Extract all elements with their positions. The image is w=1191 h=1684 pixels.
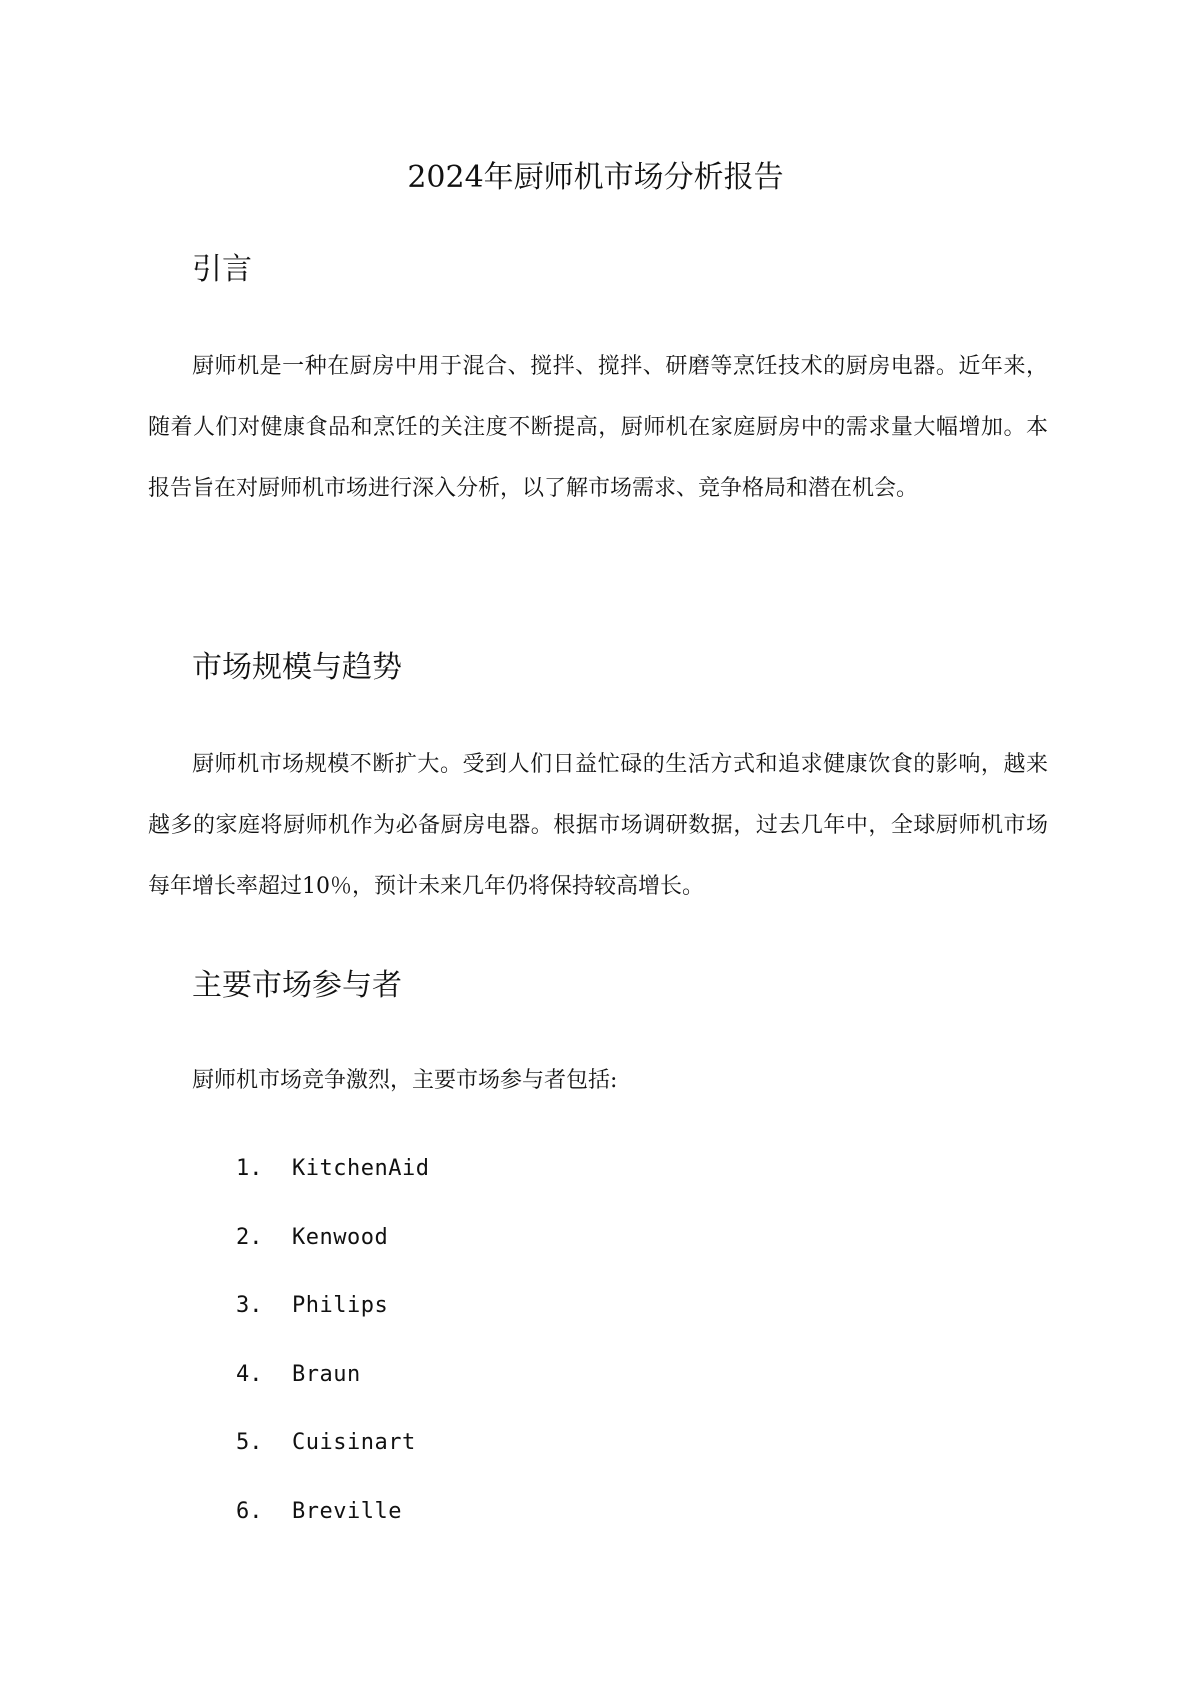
list-item-label: KitchenAid bbox=[292, 1156, 430, 1181]
section-heading-market-players: 主要市场参与者 bbox=[192, 968, 402, 1003]
section-heading-market-size: 市场规模与趋势 bbox=[192, 650, 402, 685]
list-item-number: 1. bbox=[236, 1156, 263, 1181]
list-item-label: Philips bbox=[292, 1293, 389, 1318]
document-title: 2024年厨师机市场分析报告 bbox=[407, 160, 784, 195]
list-item-number: 5. bbox=[236, 1430, 263, 1455]
list-item bbox=[236, 1291, 429, 1360]
list-item-label: Kenwood bbox=[292, 1224, 389, 1250]
list-item bbox=[236, 1497, 429, 1566]
list-item-label: Breville bbox=[292, 1498, 402, 1524]
list-item bbox=[236, 1154, 429, 1223]
list-item bbox=[236, 1360, 429, 1429]
introduction-paragraph: 厨师机是一种在厨房中用于混合、搅拌、搅拌、研磨等烹饪技术的厨房电器。近年来，随着人们对健康食品和烹饪的关注度不断提高，厨师机在家庭厨房中的需求量大幅增加。本报告旨在对厨师机市场进行深入分析，以了解市场需求、竞争格局和潜在机会。 bbox=[148, 354, 1048, 501]
list-item bbox=[236, 1428, 429, 1497]
list-item-number: 2. bbox=[236, 1224, 263, 1250]
list-item-number: 6. bbox=[236, 1498, 263, 1524]
market-size-paragraph: 厨师机市场规模不断扩大。受到人们日益忙碌的生活方式和追求健康饮食的影响，越来越多的家庭将厨师机作为必备厨房电器。根据市场调研数据，过去几年中，全球厨师机市场每年增长率超过10％，预计未来几年仍将保持较高增长。 bbox=[148, 752, 1048, 899]
market-players-list bbox=[236, 1154, 429, 1565]
list-item-label: Braun bbox=[292, 1361, 361, 1387]
section-heading-introduction: 引言 bbox=[192, 252, 252, 287]
list-item-number: 4. bbox=[236, 1361, 263, 1387]
market-players-intro: 厨师机市场竞争激烈，主要市场参与者包括: bbox=[192, 1068, 618, 1093]
list-item-label: Cuisinart bbox=[292, 1430, 416, 1455]
list-item-number: 3. bbox=[236, 1293, 263, 1318]
list-item bbox=[236, 1223, 429, 1292]
